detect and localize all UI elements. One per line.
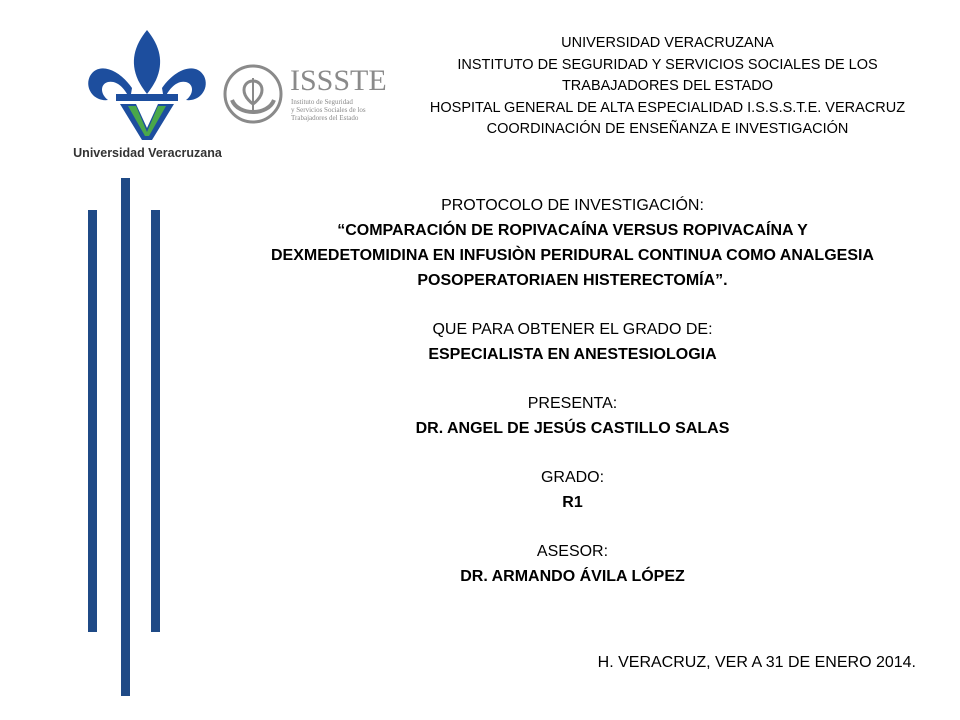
protocol-title-line: DEXMEDETOMIDINA EN INFUSIÒN PERIDURAL CONTINUA COMO ANALGESIA <box>271 247 874 264</box>
protocol-title-line: POSOPERATORIAEN HISTERECTOMÍA”. <box>417 272 728 289</box>
presenter-value: DR. ANGEL DE JESÚS CASTILLO SALAS <box>415 420 730 437</box>
fleur-de-lis-icon <box>60 28 235 143</box>
protocol-label: PROTOCOLO DE INVESTIGACIÓN: <box>441 197 704 214</box>
decorative-bar-center <box>121 178 130 696</box>
degree-label: QUE PARA OBTENER EL GRADO DE: <box>432 321 713 338</box>
issste-emblem-icon <box>220 60 395 130</box>
grade-label: GRADO: <box>540 469 605 486</box>
protocol-body <box>190 193 955 589</box>
institution-line: INSTITUTO DE SEGURIDAD Y SERVICIOS SOCIALES DE LOS <box>457 56 878 73</box>
svg-text:Trabajadores del Estado: Trabajadores del Estado <box>291 114 359 122</box>
advisor-label: ASESOR: <box>536 543 609 560</box>
institution-line: TRABAJADORES DEL ESTADO <box>561 78 774 94</box>
institution-line: UNIVERSIDAD VERACRUZANA <box>561 35 774 51</box>
decorative-bar-left <box>88 210 97 632</box>
institution-line: COORDINACIÓN DE ENSEÑANZA E INVESTIGACIÓN <box>486 121 849 137</box>
universidad-veracruzana-logo <box>60 28 235 168</box>
degree-value: ESPECIALISTA EN ANESTESIOLOGIA <box>428 346 717 363</box>
issste-wordmark: ISSSTE <box>290 64 387 97</box>
issste-logo <box>220 60 395 130</box>
grade-value: R1 <box>562 494 583 511</box>
svg-text:y Servicios Sociales de los: y Servicios Sociales de los <box>291 106 366 114</box>
advisor-value: DR. ARMANDO ÁVILA LÓPEZ <box>460 568 685 585</box>
institution-header <box>400 33 935 141</box>
institution-line: HOSPITAL GENERAL DE ALTA ESPECIALIDAD I.S.S.S.T.E. VERACRUZ <box>429 99 906 116</box>
decorative-bar-right <box>151 210 160 632</box>
presenter-label: PRESENTA: <box>527 395 618 412</box>
svg-text:Instituto de Seguridad: Instituto de Seguridad <box>291 98 353 106</box>
uv-logo-text: Universidad Veracruzana <box>73 146 222 160</box>
protocol-title-line: “COMPARACIÓN DE ROPIVACAÍNA VERSUS ROPIVACAÍNA Y <box>337 222 808 239</box>
date-line: H. VERACRUZ, VER A 31 DE ENERO 2014. <box>597 654 916 671</box>
